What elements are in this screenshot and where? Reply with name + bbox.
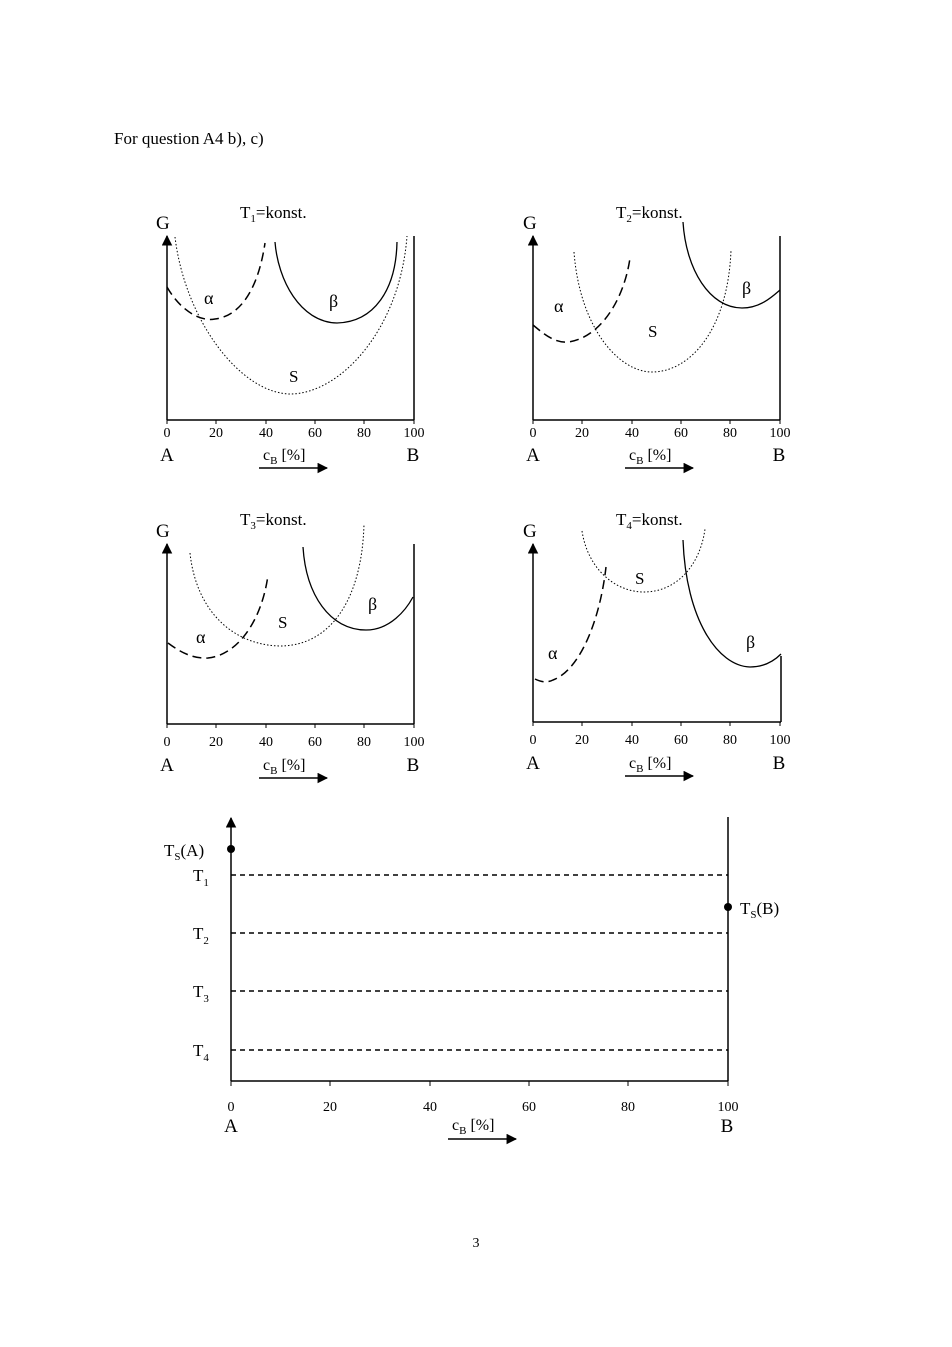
alpha-curve xyxy=(168,575,268,658)
x-axis-label: $c_B$ [%] xyxy=(629,447,672,467)
x-tick-label: 20 xyxy=(323,1100,337,1115)
melting-point-b-label: $T_S(B)$ xyxy=(740,899,780,921)
melting-point-a-dot xyxy=(227,845,235,853)
x-axis-label: $c_B$ [%] xyxy=(263,757,306,777)
plot-title: $T_2=konst$. xyxy=(616,203,683,225)
x-tick-label: 60 xyxy=(674,426,688,441)
component-b-label: B xyxy=(772,753,786,774)
x-ticks xyxy=(164,420,425,441)
x-tick-label: 40 xyxy=(625,426,639,441)
s-label: S xyxy=(278,613,288,632)
x-tick-label: 0 xyxy=(529,426,537,441)
x-ticks xyxy=(228,1081,739,1115)
beta-curve xyxy=(303,547,413,630)
phase-diagram-template xyxy=(164,817,779,1139)
x-tick-label: 60 xyxy=(308,735,322,750)
x-tick-label: 0 xyxy=(529,733,537,748)
component-a-label: A xyxy=(160,755,174,776)
x-axis-label: $c_B$ [%] xyxy=(452,1117,495,1137)
x-tick-label: 0 xyxy=(227,1100,235,1115)
beta-label: β xyxy=(329,291,339,311)
alpha-curve xyxy=(535,567,606,682)
solution-curve xyxy=(574,250,731,372)
x-tick-label: 80 xyxy=(357,735,371,750)
x-tick-label: 80 xyxy=(723,733,737,748)
x-tick-label: 80 xyxy=(357,426,371,441)
isotherm-label: $T_2$ xyxy=(193,924,209,947)
beta-curve xyxy=(683,222,780,308)
alpha-label: α xyxy=(196,627,206,647)
x-tick-label: 20 xyxy=(575,426,589,441)
beta-label: β xyxy=(742,278,752,298)
question-reference: For question A4 b), c) xyxy=(114,129,264,148)
x-ticks xyxy=(530,722,791,748)
alpha-label: α xyxy=(548,643,558,663)
x-tick-label: 60 xyxy=(674,733,688,748)
component-a-label: A xyxy=(160,445,174,466)
melting-point-b-dot xyxy=(724,903,732,911)
plot-title: $T_4=konst$. xyxy=(616,510,683,532)
isotherm-label: $T_1$ xyxy=(193,866,209,889)
x-axis-label: $c_B$ [%] xyxy=(263,447,306,467)
component-b-label: B xyxy=(720,1116,734,1137)
plot-title: $T_1=konst$. xyxy=(240,203,307,225)
beta-label: β xyxy=(746,632,756,652)
x-tick-label: 40 xyxy=(259,426,273,441)
s-label: S xyxy=(635,569,645,588)
x-axis-label: $c_B$ [%] xyxy=(629,755,672,775)
alpha-label: α xyxy=(554,296,564,316)
gibbs-plot-t2 xyxy=(523,203,791,468)
component-b-label: B xyxy=(406,755,420,776)
component-a-label: A xyxy=(224,1116,238,1137)
x-tick-label: 20 xyxy=(575,733,589,748)
melting-point-a-label: $T_S(A)$ xyxy=(164,841,205,863)
x-tick-label: 40 xyxy=(423,1100,437,1115)
x-tick-label: 100 xyxy=(769,426,791,441)
x-tick-label: 60 xyxy=(522,1100,536,1115)
gibbs-plot-t4 xyxy=(523,510,791,776)
beta-curve xyxy=(683,540,781,667)
plot-title: $T_3=konst$. xyxy=(240,510,307,532)
isotherm-label: $T_3$ xyxy=(193,982,209,1005)
x-tick-label: 20 xyxy=(209,735,223,750)
y-axis-label: G xyxy=(523,213,537,234)
isotherm-label: $T_4$ xyxy=(193,1041,209,1064)
x-tick-label: 40 xyxy=(259,735,273,750)
y-axis-label: G xyxy=(523,521,537,542)
beta-label: β xyxy=(368,594,378,614)
gibbs-plot-t1 xyxy=(156,203,425,468)
component-b-label: B xyxy=(406,445,420,466)
x-tick-label: 80 xyxy=(723,426,737,441)
component-b-label: B xyxy=(772,445,786,466)
alpha-label: α xyxy=(204,288,214,308)
page-number: 3 xyxy=(472,1236,480,1251)
component-a-label: A xyxy=(526,445,540,466)
x-tick-label: 100 xyxy=(403,735,425,750)
solution-curve xyxy=(190,524,364,646)
x-tick-label: 100 xyxy=(717,1100,739,1115)
y-axis-label: G xyxy=(156,213,170,234)
x-tick-label: 40 xyxy=(625,733,639,748)
alpha-curve xyxy=(533,258,630,342)
x-tick-label: 20 xyxy=(209,426,223,441)
s-label: S xyxy=(289,367,299,386)
y-axis-label: G xyxy=(156,521,170,542)
x-tick-label: 80 xyxy=(621,1100,635,1115)
gibbs-plot-t3 xyxy=(156,510,425,778)
x-ticks xyxy=(164,724,425,750)
x-tick-label: 0 xyxy=(163,735,171,750)
x-tick-label: 100 xyxy=(403,426,425,441)
alpha-curve xyxy=(167,243,265,319)
x-ticks xyxy=(530,420,791,441)
s-label: S xyxy=(648,322,658,341)
x-tick-label: 60 xyxy=(308,426,322,441)
x-tick-label: 100 xyxy=(769,733,791,748)
temperature-lines xyxy=(193,866,728,1064)
x-tick-label: 0 xyxy=(163,426,171,441)
component-a-label: A xyxy=(526,753,540,774)
